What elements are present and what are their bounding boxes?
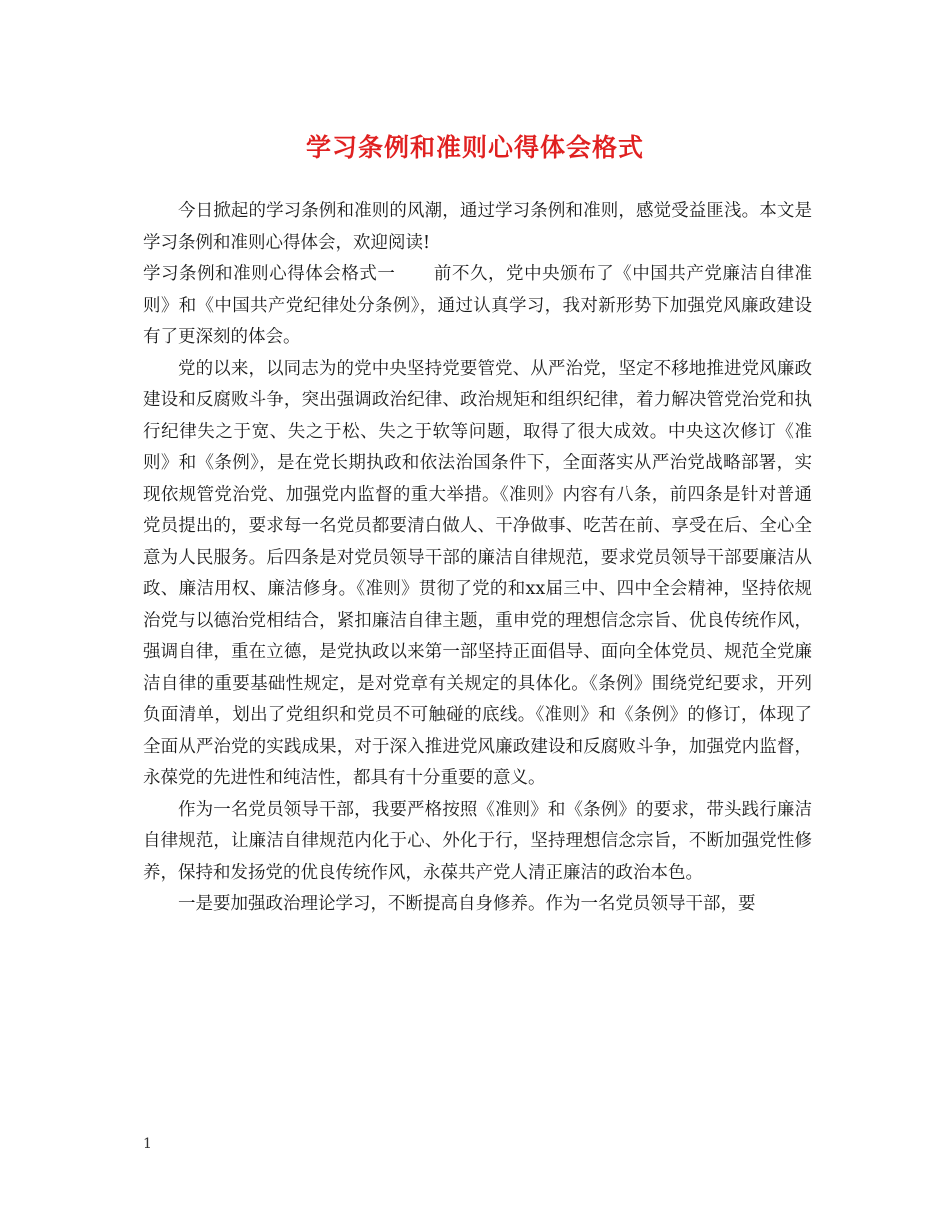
body-paragraph: 党的以来，以同志为的党中央坚持党要管党、从严治党，坚定不移地推进党风廉政建设和反腐败斗争，突出强调政治纪律、政治规矩和组织纪律，着力解决管党治党和执行纪律失之于宽、失之于松、失之于软等问题，取得了很大成效。中央这次修订《准则》和《条例》，是在党长期执政和依法治国条件下，全面落实从严治党战略部署，实现依规管党治党、加强党内监督的重大举措。《准则》内容有八条，前四条是针对普通党员提出的，要求每一名党员都要清白做人、干净做事、吃苦在前、享受在后、全心全意为人民服务。后四条是对党员领导干部的廉洁自律规范，要求党员领导干部要廉洁从政、廉洁用权、廉洁修身。《准则》贯彻了党的和xx届三中、四中全会精神，坚持依规治党与以德治党相结合，紧扣廉洁自律主题，重申党的理想信念宗旨、优良传统作风，强调自律，重在立德，是党执政以来第一部坚持正面倡导、面向全体党员、规范全党廉洁自律的重要基础性规定，是对党章有关规定的具体化。《条例》围绕党纪要求，开列负面清单，划出了党组织和党员不可触碰的底线。《准则》和《条例》的修订，体现了全面从严治党的实践成果，对于深入推进党风廉政建设和反腐败斗争，加强党内监督，永葆党的先进性和纯洁性，都具有十分重要的意义。: [143, 358, 812, 788]
section-paragraph: [143, 259, 812, 354]
body-paragraph: 一是要加强政治理论学习，不断提高自身修养。作为一名党员领导干部，要: [178, 894, 756, 914]
section-opening: 前不久，党中央颁布了《中国共产党廉洁自律准则》和《中国共产党纪律处分条例》，通过认真学习，我对新形势下加强党风廉政建设有了更深刻的体会。: [143, 264, 813, 347]
document-body: [143, 196, 812, 921]
document-title: 学习条例和准则心得体会格式: [305, 133, 644, 162]
body-paragraph: 作为一名党员领导干部，我要严格按照《准则》和《条例》的要求，带头践行廉洁自律规范，让廉洁自律规范内化于心、外化于行，坚持理想信念宗旨，不断加强党性修养，保持和发扬党的优良传统作风，永葆共产党人清正廉洁的政治本色。: [143, 799, 812, 883]
page-number: 1: [143, 1136, 152, 1152]
section-heading: 学习条例和准则心得体会格式一: [143, 264, 396, 284]
intro-paragraph: 今日掀起的学习条例和准则的风潮，通过学习条例和准则，感觉受益匪浅。本文是学习条例和准则心得体会，欢迎阅读!: [143, 201, 812, 253]
